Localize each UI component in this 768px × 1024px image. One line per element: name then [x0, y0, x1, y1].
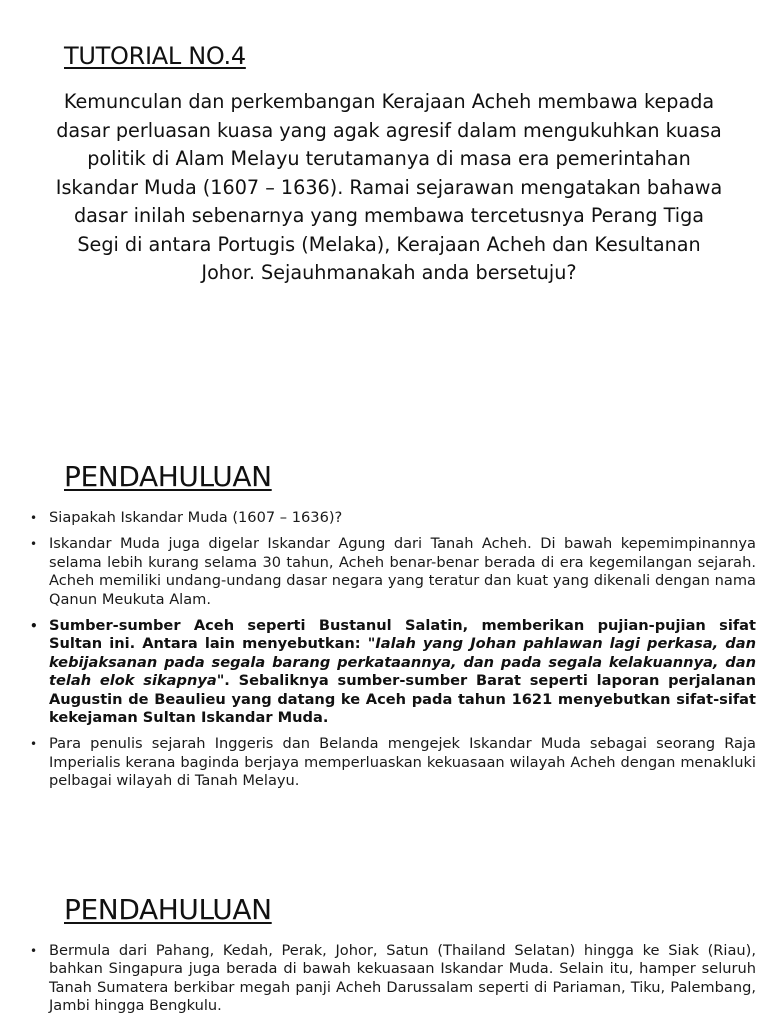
bullet-text: Para penulis sejarah Inggeris dan Belanda mengejek Iskandar Muda sebagai seorang Raja Imperialis kerana baginda berjaya memperluaskan kekuasaan wilayah Acheh dengan menakluki pelbagai wilayah di Tanah Melayu.: [49, 735, 756, 790]
bullet-text: Siapakah Iskandar Muda (1607 – 1636)?: [49, 509, 343, 526]
bullet-dot-icon: •: [30, 619, 38, 634]
bullet-dot-icon: •: [30, 511, 38, 525]
bullet-dot-icon: •: [30, 944, 38, 958]
bullet-list: [30, 942, 756, 1024]
bullet-text: Iskandar Muda juga digelar Iskandar Agung dari Tanah Acheh. Di bawah kepemimpinannya selama lebih kurang selama 30 tahun, Acheh benar-benar berada di era kegemilangan sejarah. Acheh memiliki undang-undang dasar negara yang teratur dan kuat yang dikenali dengan nama Qanun Meukuta Alam.: [49, 535, 756, 608]
bullet-dot-icon: •: [30, 737, 38, 752]
section-heading: PENDAHULUAN: [64, 460, 272, 493]
bullet-text-before-quote: Sumber-sumber Aceh seperti Bustanul Salatin, memberikan pujian-pujian sifat Sultan ini. Antara lain menyebutkan: ": [49, 617, 756, 653]
bullet-text-after-quote: ". Sebaliknya sumber-sumber Barat seperti laporan perjalanan Augustin de Beaulieu yang datang ke Aceh pada tahun 1621 menyebutkan sifat-sifat kekejaman Sultan Iskandar Muda.: [49, 672, 756, 727]
bullet-dot-icon: •: [30, 537, 38, 552]
bullet-item: [30, 942, 756, 1016]
bullet-quote: Ialah yang Johan pahlawan lagi perkasa, dan kebijaksanan pada segala barang perkataannya, dan pada segala kelakuannya, dan telah elok sikapnya: [49, 635, 756, 690]
section-heading: PENDAHULUAN: [64, 893, 272, 926]
bullet-text: Bermula dari Pahang, Kedah, Perak, Johor, Satun (Thailand Selatan) hingga ke Siak (Riau), bahkan Singapura juga berada di bawah kekuasaan Iskandar Muda. Selain itu, hamper seluruh Tanah Sumatera berkibar megah panji Acheh Darussalam seperti di Pariaman, Tiku, Palembang, Jambi hingga Bengkulu.: [49, 942, 756, 1015]
tutorial-title: TUTORIAL NO.4: [64, 42, 246, 70]
tutorial-question: Kemunculan dan perkembangan Kerajaan Acheh membawa kepada dasar perluasan kuasa yang agak agresif dalam mengukuhkan kuasa politik di Alam Melayu terutamanya di masa era pemerintahan Iskandar Muda (1607 – 1636). Ramai sejarawan mengatakan bahawa dasar inilah sebenarnya yang membawa tercetusnya Perang Tiga Segi di antara Portugis (Melaka), Kerajaan Acheh dan Kesultanan Johor. Sejauhmanakah anda bersetuju?: [55, 90, 723, 284]
